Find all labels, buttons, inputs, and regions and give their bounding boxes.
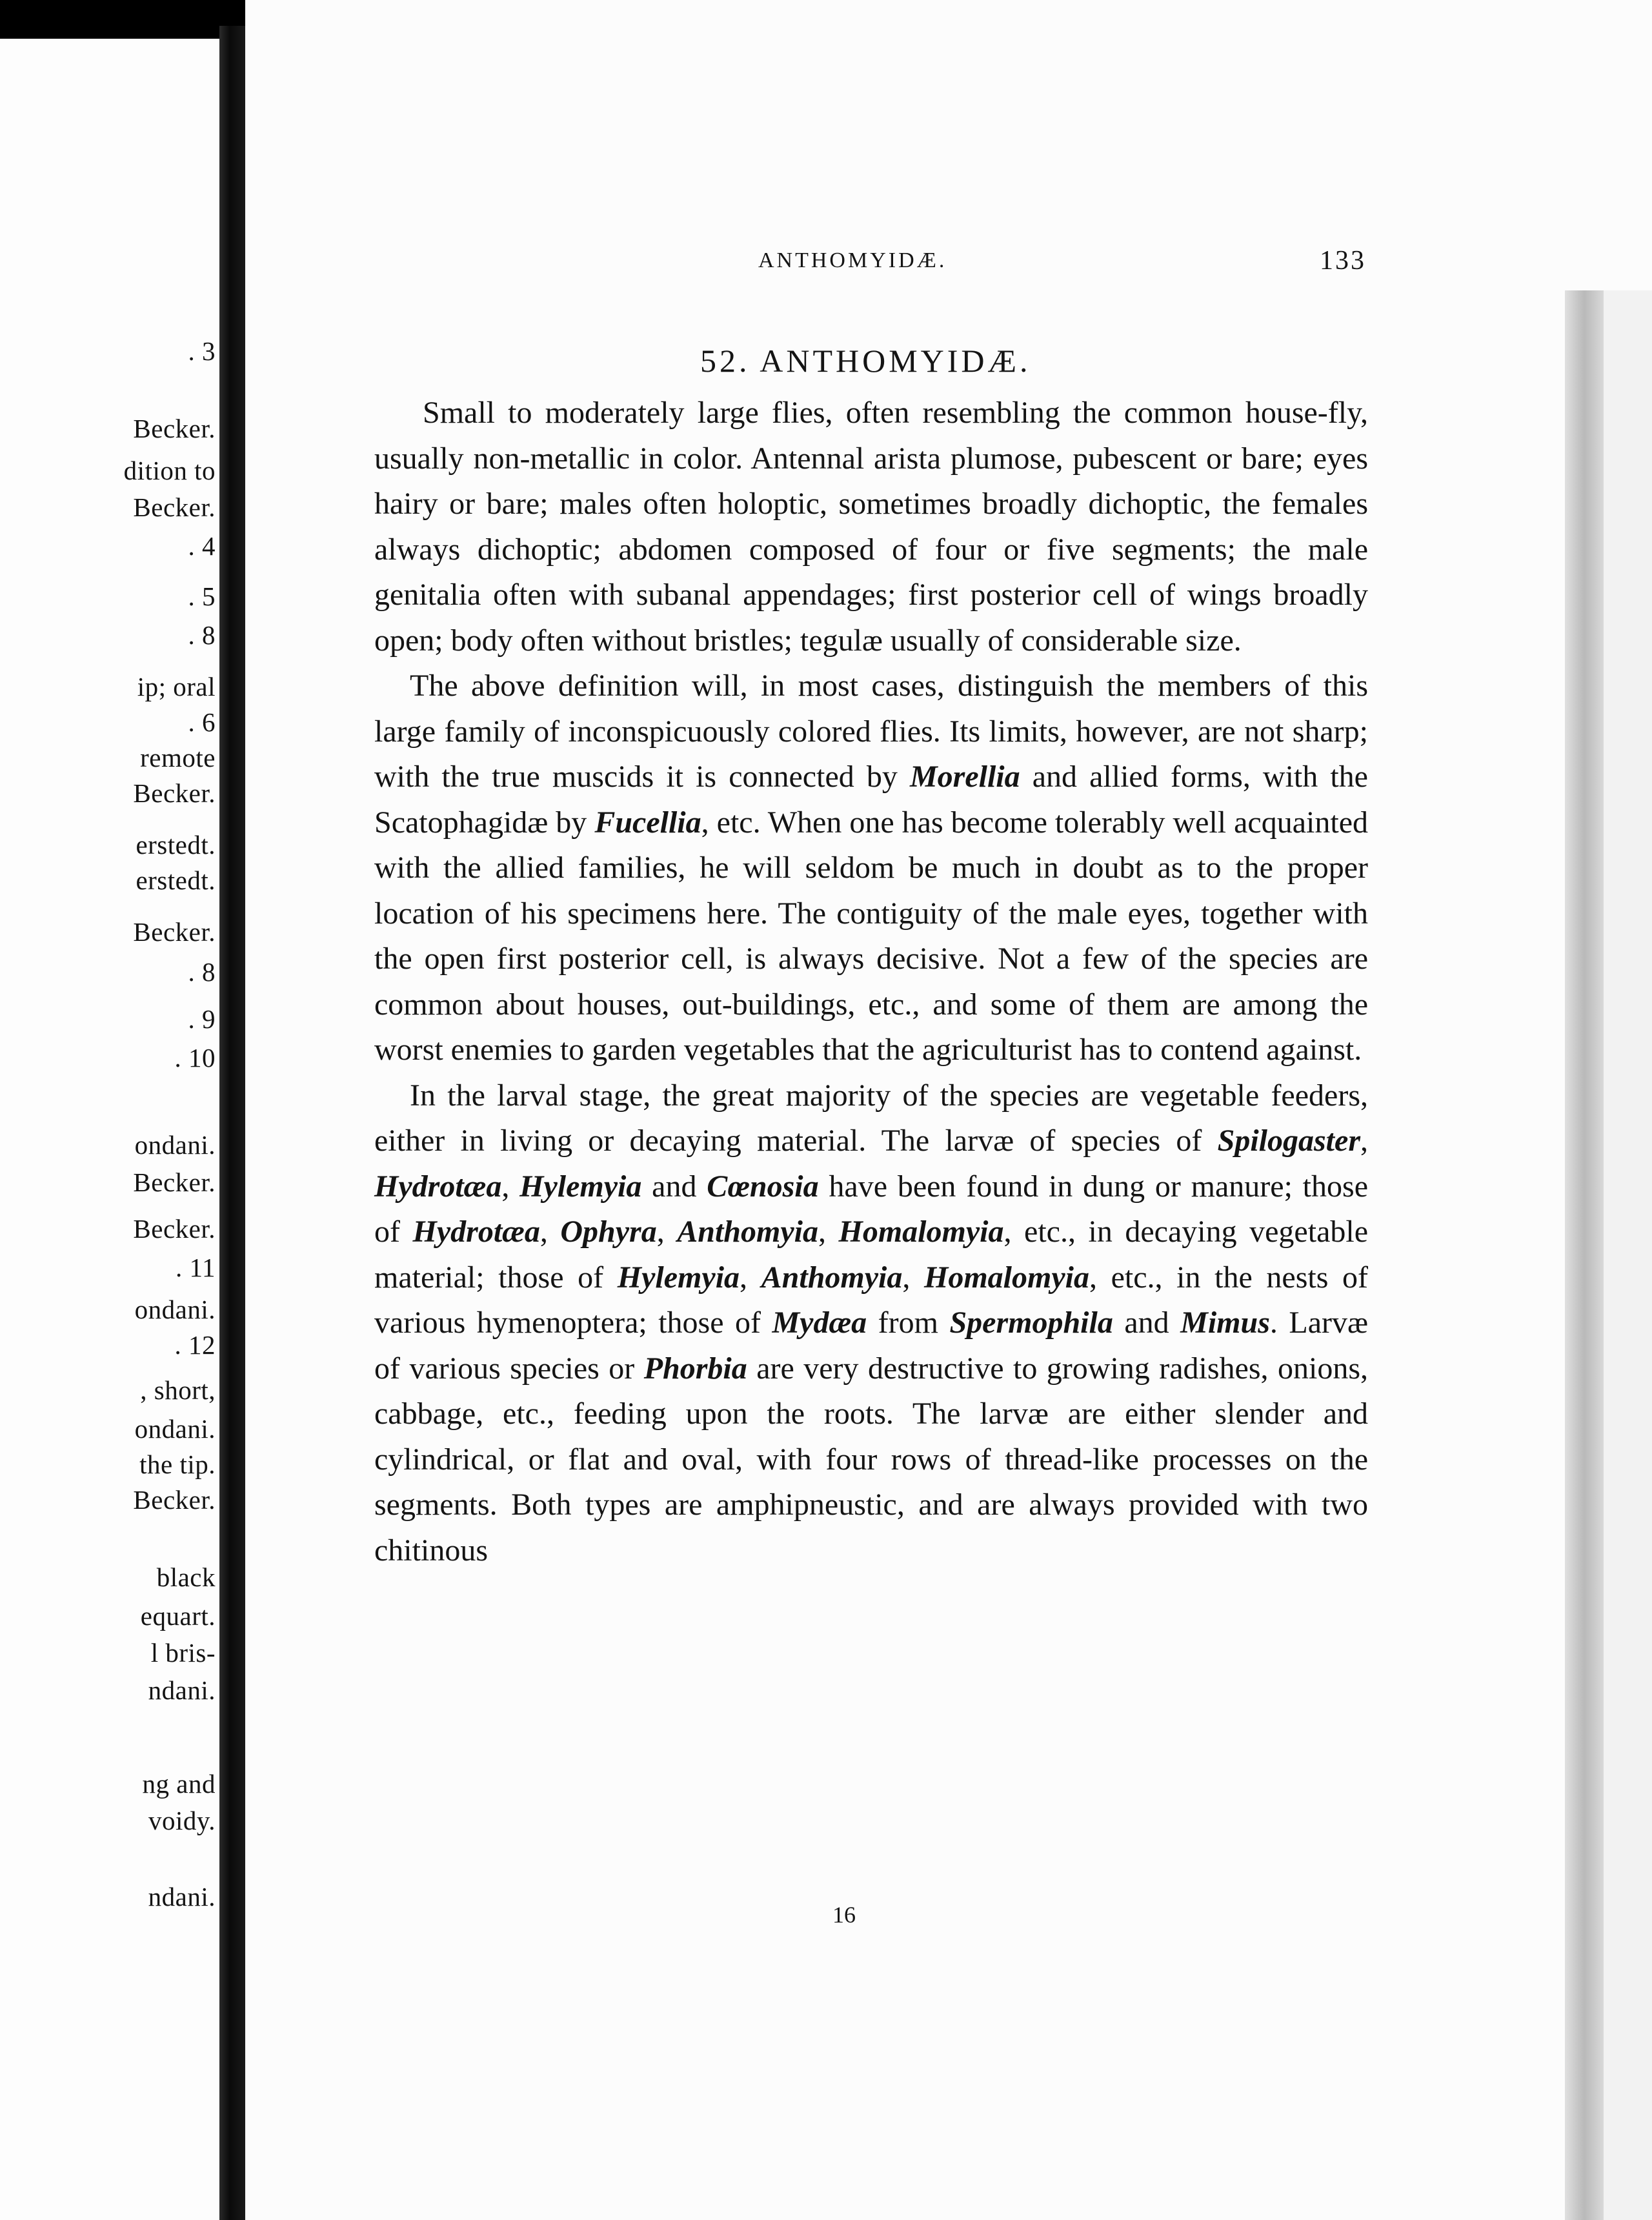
left-page-line: erstedt. <box>136 830 216 860</box>
text-run: are very destructive to growing radishes, onions, cabbage, etc., feeding upon the roots. The larvæ are either slender and cylindrical, or flat and oval, with four rows of thread-like processes on the segments. Both types are amphipneustic, and are always provided with two chitinous <box>374 1351 1368 1568</box>
book-gutter <box>219 26 245 2220</box>
text-run: and allied forms, with the Scatophagidæ by <box>374 760 1368 840</box>
text-run: The above definition will, in most cases, distinguish the members of this large family of inconspicuously colored flies. Its limits, however, are not sharp; with the true muscids it is connected by <box>374 669 1368 794</box>
left-page-line: . 8 <box>188 957 216 987</box>
text-run: , etc. When one has become tolerably well acquainted with the allied families, he will seldom be much in doubt as to the proper location of his specimens here. The contiguity of the male eyes, together with the open first posterior cell, is always decisive. Not a few of the species are common about houses, out-buildings, etc., and some of them are among the worst enemies to garden vegetables that the agriculturist has to contend against. <box>374 805 1369 1067</box>
left-page-line: . 4 <box>188 531 216 561</box>
genus-name: Ophyra <box>560 1215 657 1249</box>
paragraph-3 <box>374 1073 1368 1574</box>
left-page-line: Becker. <box>133 1167 216 1197</box>
page-edge <box>1604 290 1652 2220</box>
text-run: , <box>740 1260 761 1295</box>
text-run: and <box>641 1169 707 1204</box>
left-page-line: remote <box>140 743 216 772</box>
body-text <box>374 390 1368 1573</box>
left-page-line: Becker. <box>133 1485 216 1515</box>
left-page-line: ndani. <box>148 1882 216 1912</box>
text-run: . Larvæ of various species or <box>374 1306 1368 1386</box>
left-page-line: black <box>156 1562 216 1592</box>
genus-name: Morellia <box>909 760 1020 794</box>
genus-name: Hylemyia <box>617 1260 740 1295</box>
running-head: ANTHOMYIDÆ. <box>758 248 947 272</box>
text-run: , etc., in the nests of various hymenoptera; those of <box>374 1260 1369 1340</box>
left-page-line: voidy. <box>148 1806 216 1835</box>
text-run: Small to moderately large flies, often resembling the common house-fly, usually non-metallic in color. Antennal arista plumose, pubescent or bare; eyes hairy or bare; males often holoptic, sometimes broadly dichoptic, the females always dichoptic; abdomen composed of four or five segments; the male genitalia often with subanal appendages; first posterior cell of wings broadly open; body often without bristles; tegulæ usually of considerable size. <box>374 396 1368 658</box>
genus-name: Homalomyia <box>924 1260 1089 1295</box>
text-run: , <box>902 1260 924 1295</box>
left-page-line: . 12 <box>174 1330 216 1360</box>
genus-name: Hylemyia <box>519 1169 642 1204</box>
left-page-line: dition to <box>123 456 216 485</box>
left-page-line: . 3 <box>188 336 216 366</box>
genus-name: Hydrotæa <box>412 1215 540 1249</box>
text-run: from <box>867 1306 950 1340</box>
left-page-line: . 10 <box>174 1043 216 1073</box>
genus-name: Spermophila <box>949 1306 1113 1340</box>
genus-name: Phorbia <box>643 1351 747 1386</box>
left-page-line: ondani. <box>134 1130 216 1160</box>
genus-name: Fucellia <box>594 805 701 840</box>
left-facing-page <box>0 39 219 2220</box>
left-page-line: Becker. <box>133 492 216 522</box>
left-page-line: the tip. <box>139 1449 216 1479</box>
genus-name: Mydæa <box>772 1306 867 1340</box>
section-title: 52. ANTHOMYIDÆ. <box>700 343 1031 379</box>
signature-mark: 16 <box>832 1902 856 1928</box>
left-page-line: equart. <box>140 1601 216 1631</box>
left-page-line: ndani. <box>148 1675 216 1705</box>
genus-name: Hydrotæa <box>374 1169 502 1204</box>
genus-name: Anthomyia <box>761 1260 903 1295</box>
genus-name: Homalomyia <box>838 1215 1004 1249</box>
text-run: , <box>501 1169 520 1204</box>
text-run: , <box>818 1215 839 1249</box>
left-page-line: . 8 <box>188 620 216 650</box>
left-page-line: Becker. <box>133 917 216 947</box>
left-page-line: erstedt. <box>136 865 216 895</box>
left-page-line: . 11 <box>176 1253 216 1282</box>
left-page-line: Becker. <box>133 1214 216 1244</box>
paragraph-2 <box>374 663 1368 1073</box>
genus-name: Anthomyia <box>677 1215 818 1249</box>
left-page-line: l bris- <box>150 1638 216 1668</box>
text-run: have been found in dung or manure; those of <box>374 1169 1368 1249</box>
genus-name: Mimus <box>1180 1306 1270 1340</box>
left-page-line: . 9 <box>188 1004 216 1034</box>
left-page-line: ip; oral <box>137 672 216 701</box>
text-run: , etc., in decaying vegetable material; those of <box>374 1215 1369 1295</box>
text-run: , <box>539 1215 561 1249</box>
genus-name: Cœnosia <box>707 1169 819 1204</box>
text-run: , <box>656 1215 678 1249</box>
page-number: 133 <box>1320 246 1366 276</box>
left-page-line: Becker. <box>133 778 216 808</box>
paragraph-1 <box>374 390 1368 663</box>
left-page-line: Becker. <box>133 414 216 443</box>
left-page-line: . 5 <box>188 581 216 611</box>
text-run: In the larval stage, the great majority of the species are vegetable feeders, either in living or decaying material. The larvæ of species of <box>374 1078 1368 1158</box>
left-page-line: ng and <box>142 1769 216 1799</box>
page-edge-shadow <box>1565 290 1604 2220</box>
genus-name: Spilogaster <box>1217 1124 1360 1158</box>
left-page-line: ondani. <box>134 1414 216 1444</box>
text-run: , <box>1360 1124 1368 1158</box>
left-page-line: , short, <box>140 1375 216 1405</box>
left-page-line: ondani. <box>134 1295 216 1324</box>
left-page-line: . 6 <box>188 707 216 737</box>
text-run: and <box>1113 1306 1181 1340</box>
